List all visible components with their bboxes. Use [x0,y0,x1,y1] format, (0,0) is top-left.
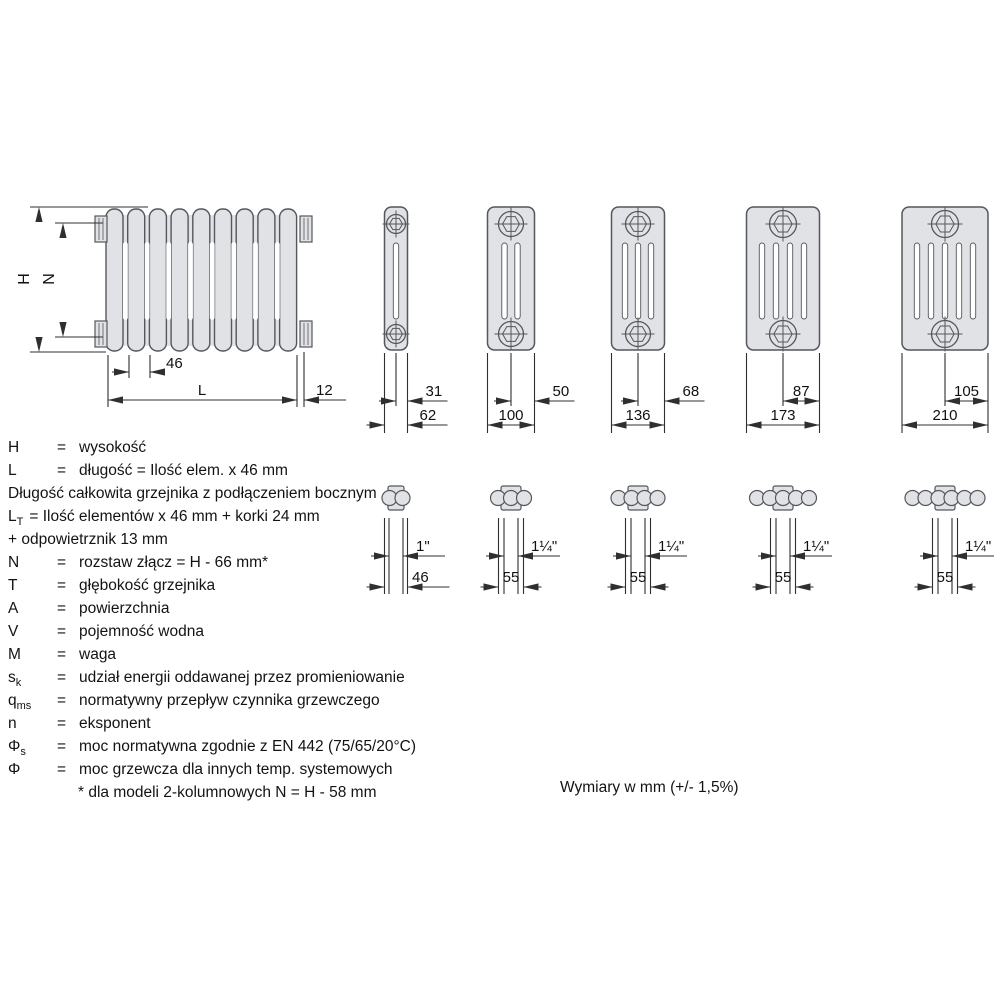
legend-symbol: A [8,600,19,617]
legend-symbol: Φ [8,761,21,778]
section-4col-half-depth-label: 68 [682,383,700,400]
length-label: L [197,382,207,399]
legend-text: moc grzewcza dla innych temp. systemowych [79,761,393,778]
section-3col-depth-label: 100 [498,407,524,424]
legend-note-row [8,530,168,550]
legend-equals: = [57,646,67,663]
section-6col-depth-label: 210 [932,407,958,424]
legend-symbol-subscript: T [16,516,24,529]
legend-text: wysokość [79,439,147,456]
tolerance-note: Wymiary w mm (+/- 1,5%) [560,779,739,796]
legend-text: udział energii oddawanej przez promieniowanie [79,669,405,686]
topview-3col-connection-size-label: 1¼" [531,538,558,555]
topview-6col-hub-width-label: 55 [936,569,954,586]
element-width-label: 46 [166,355,183,372]
legend-symbol-subscript: ms [16,700,32,713]
legend-row-N [8,553,268,573]
legend-equals: = [57,600,67,617]
height-dimension-label: H [16,273,33,285]
legend-text: Długość całkowita grzejnika z podłączeniem bocznym [8,485,377,502]
top-view-4-col [608,486,688,594]
legend-row-H [8,438,146,458]
legend-text: normatywny przepływ czynnika grzewczego [79,692,380,709]
legend-symbol: T [8,577,18,594]
legend-text: moc normatywna zgodnie z EN 442 (75/65/20°C) [79,738,417,755]
topview-2col-hub-width-label: 46 [412,569,429,586]
legend-symbol: V [8,623,19,640]
legend-symbol: N [8,554,20,571]
cross-section-5-col [747,207,820,434]
legend-row-n [8,714,151,734]
legend-equals: = [57,462,67,479]
topview-4col-connection-size-label: 1¼" [658,538,685,555]
connector-spacing-label: N [41,273,58,285]
legend-equals: = [57,623,67,640]
legend-text: eksponent [79,715,151,732]
cross-section-6-col [902,207,988,434]
topview-5col-connection-size-label: 1¼" [803,538,830,555]
legend-equals: = [57,669,67,686]
section-4col-depth-label: 136 [625,407,651,424]
section-5col-half-depth-label: 87 [792,383,810,400]
legend-symbol: L [8,462,17,479]
legend-symbol: $L_T$ [8,508,24,529]
section-2col-half-depth-label: 31 [425,383,443,400]
legend-symbol: M [8,646,21,663]
legend-row-L [8,507,320,527]
legend-symbol: H [8,439,20,456]
legend-text: * dla modeli 2-kolumnowych N = H - 58 mm [78,784,377,801]
legend-equals: = [57,692,67,709]
cross-section-4-col [612,207,705,433]
legend-row-A [8,599,169,619]
legend-note-row [78,783,376,803]
legend-row-V [8,622,204,642]
legend-text: pojemność wodna [79,623,204,640]
legend-text: + odpowietrznik 13 mm [8,531,168,548]
legend-text: waga [79,646,117,663]
topview-2col-connection-size-label: 1" [416,538,430,555]
legend-row-Φ [8,737,416,757]
legend-row-L [8,461,288,481]
section-3col-half-depth-label: 50 [552,383,570,400]
top-view-6-col [905,486,994,594]
topview-3col-hub-width-label: 55 [502,569,520,586]
legend-equals: = [57,577,67,594]
legend-text: głębokość grzejnika [79,577,216,594]
topview-4col-hub-width-label: 55 [629,569,647,586]
section-6col-half-depth-label: 105 [953,383,980,400]
topview-5col-hub-width-label: 55 [774,569,792,586]
legend-text: = Ilość elementów x 46 mm + korki 24 mm [29,508,320,525]
legend-equals: = [57,715,67,732]
legend-equals: = [57,761,67,778]
legend-text: rozstaw złącz = H - 66 mm* [79,554,269,571]
legend-text: powierzchnia [79,600,170,617]
topview-6col-connection-size-label: 1¼" [965,538,992,555]
section-5col-depth-label: 173 [770,407,796,424]
legend-symbol-subscript: k [15,677,22,690]
legend-equals: = [57,439,67,456]
legend-symbol-subscript: s [20,746,26,759]
end-offset-label: 12 [316,382,333,399]
legend-row-M [8,645,116,665]
section-2col-depth-label: 62 [419,407,437,424]
legend-equals: = [57,738,67,755]
top-view-5-col [750,486,833,594]
legend-note-row [8,484,377,504]
legend-row-Φ [8,760,393,780]
legend-symbol: $s_k$ [8,669,22,690]
legend-equals: = [57,554,67,571]
legend-symbol: n [8,715,17,732]
legend-row-s [8,668,405,688]
legend-text: długość = Ilość elem. x 46 mm [79,462,288,479]
legend-symbol: $\Phi_s$ [8,738,26,759]
legend-symbol: $q_{ms}$ [8,692,32,713]
legend-row-q [8,691,380,711]
legend-row-T [8,576,215,596]
